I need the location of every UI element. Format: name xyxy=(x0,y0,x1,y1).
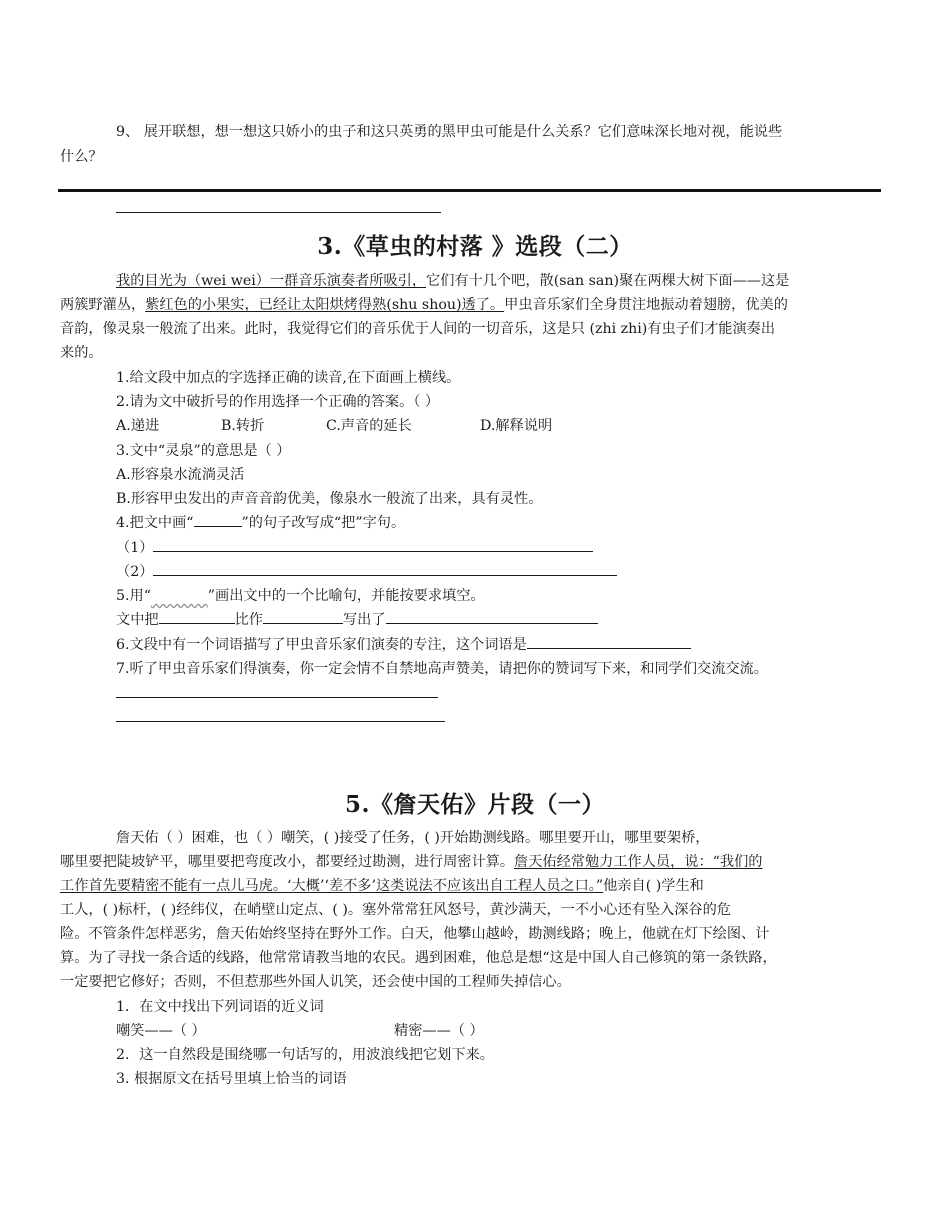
s3-q6: 6.文段中有一个词语描写了甲虫音乐家们演奏的专注，这个词语是 xyxy=(116,634,691,654)
s5-para-line4: 工人，( )标杆，( )经纬仪，在峭壁山定点、( )。塞外常常狂风怒号，黄沙满天，一不小心还有坠入深谷的危 xyxy=(60,902,731,918)
s3-q5: 5.用“ ”画出文中的一个比喻句，并能按要求填空。 xyxy=(116,588,485,604)
answer-blank-1[interactable] xyxy=(153,537,593,552)
s3-q2: 2.请为文中破折号的作用选择一个正确的答案。（ ） xyxy=(116,394,440,410)
s3-underlined-sentence-2: 紫红色的小果实，已经让太阳烘烤得熟(shu shou)透了。 xyxy=(145,297,505,313)
s5-q1-item-b: 精密——（ ） xyxy=(394,1023,484,1039)
s3-q4-answer-2: （2） xyxy=(116,561,617,581)
s5-para-line7: 一定要把它修好；否则，不但惹那些外国人讥笑，还会使中国的工程师失掉信心。 xyxy=(60,974,571,990)
s3-q2-option-b: B.转折 xyxy=(221,418,265,434)
section5-title: 5.《詹天佑》片段（一） xyxy=(344,791,605,818)
underline-sample xyxy=(194,512,242,527)
s5-q2: 2．这一自然段是围绕哪一句话写的，用波浪线把它划下来。 xyxy=(116,1047,494,1063)
section3-title: 3.《草虫的村落 》选段（二） xyxy=(317,233,633,260)
s3-para-line4: 来的。 xyxy=(60,345,103,361)
s3-q3-option-b: B.形容甲虫发出的声音音韵优美，像泉水一般流了出来，具有灵性。 xyxy=(116,491,543,507)
s3-q1: 1.给文段中加点的字选择正确的读音,在下面画上横线。 xyxy=(116,370,461,386)
answer-line[interactable] xyxy=(116,212,441,213)
fill-blank-a[interactable] xyxy=(159,609,235,624)
s3-q2-option-c: C.声音的延长 xyxy=(326,418,412,434)
s5-para-line6: 算。为了寻找一条合适的线路，他常常请教当地的农民。遇到困难，他总是想“这是中国人自己修筑的第一条铁路， xyxy=(60,950,777,966)
s3-q2-option-a: A.递进 xyxy=(116,418,160,434)
s3-q7: 7.听了甲虫音乐家们得演奏，你一定会情不自禁地高声赞美，请把你的赞词写下来，和同学们交流交流。 xyxy=(116,661,768,677)
answer-line-q7-2[interactable] xyxy=(116,721,445,722)
wavy-line-sample xyxy=(151,588,208,604)
answer-line-q7-1[interactable] xyxy=(116,697,438,698)
s3-para-line2: 两簇野灌丛，紫红色的小果实，已经让太阳烘烤得熟(shu shou)透了。甲虫音乐家们全身贯注地振动着翅膀，优美的 xyxy=(60,297,788,313)
s5-q1: 1．在文中找出下列词语的近义词 xyxy=(116,999,324,1015)
fill-blank-c[interactable] xyxy=(386,609,598,624)
s5-para-line5: 险。不管条件怎样恶劣，詹天佑始终坚持在野外工作。白天，他攀山越岭，勘测线路；晚上，他就在灯下绘图、计 xyxy=(60,926,770,942)
answer-divider xyxy=(58,189,881,192)
s3-q4-answer-1: （1） xyxy=(116,537,593,557)
s3-para-line1: 我的目光为（wei wei）一群音乐演奏者所吸引，它们有十几个吧，散(san san)聚在两棵大树下面——这是 xyxy=(116,273,790,289)
s3-q3-option-a: A.形容泉水流淌灵活 xyxy=(116,467,245,483)
s3-underlined-sentence-1: 我的目光为（wei wei）一群音乐演奏者所吸引， xyxy=(116,273,427,289)
s5-underlined-quote-2: 工作首先要精密不能有一点儿马虎。‘大概’‘差不多’这类说法不应该出自工程人员之口。” xyxy=(60,878,604,894)
s3-q2-option-d: D.解释说明 xyxy=(480,418,553,434)
q9-line2: 什么？ xyxy=(60,149,103,165)
fill-blank-b[interactable] xyxy=(263,609,343,624)
s5-underlined-quote-1: 詹天佑经常勉力工作人员，说：“我们的 xyxy=(514,854,763,870)
s3-q5-fill: 文中把 比作 写出了 xyxy=(116,609,598,629)
s3-q4: 4.把文中画“ ”的句子改写成“把”字句。 xyxy=(116,512,405,532)
s5-para-line1: 詹天佑（ ）困难，也（ ）嘲笑，( )接受了任务，( )开始勘测线路。哪里要开山，哪里要架桥， xyxy=(116,830,710,846)
q9-line1: 9、 展开联想，想一想这只娇小的虫子和这只英勇的黑甲虫可能是什么关系？它们意味深长地对视，能说些 xyxy=(116,124,783,140)
s5-q1-item-a: 嘲笑——（ ） xyxy=(116,1023,206,1039)
s3-q3: 3.文中“灵泉”的意思是（ ） xyxy=(116,443,291,459)
s3-para-line3: 音韵，像灵泉一般流了出来。此时，我觉得它们的音乐优于人间的一切音乐，这是只 (zhi zhi)有虫子们才能演奏出 xyxy=(60,321,776,337)
answer-blank-2[interactable] xyxy=(153,561,617,576)
s5-para-line2: 哪里要把陡坡铲平，哪里要把弯度改小，都要经过勘测，进行周密计算。詹天佑经常勉力工作人员，说：“我们的 xyxy=(60,854,763,870)
s5-q3: 3. 根据原文在括号里填上恰当的词语 xyxy=(116,1071,347,1087)
fill-blank-word[interactable] xyxy=(527,634,691,649)
s5-para-line3: 工作首先要精密不能有一点儿马虎。‘大概’‘差不多’这类说法不应该出自工程人员之口。”他亲自( )学生和 xyxy=(60,878,704,894)
